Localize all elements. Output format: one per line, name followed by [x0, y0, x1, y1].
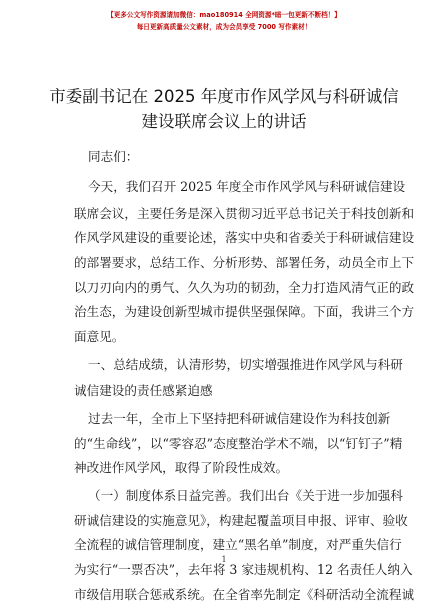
promo-banner-line-1: 【更多公文写作资源请加微信：mao180914 全网资源*暗一包更新不断档！】 — [107, 11, 341, 19]
section-heading-line-1: 一、总结成绩，认清形势，切实增强推进作风学风与科研 — [88, 357, 403, 372]
body-line: 作风学风建设的重要论述，落实中央和省委关于科研诚信建设 — [74, 230, 415, 245]
body-line: 今天，我们召开 2025 年度全市作风学风与科研诚信建设 — [88, 179, 406, 194]
body-line: 的“生命线”，以“零容忍”态度整治学术不端，以“钉钉子”精 — [74, 436, 403, 451]
body-line: 过去一年，全市上下坚持把科研诚信建设作为科技创新 — [88, 411, 391, 426]
body-line: 治生态，为建设创新型城市提供坚强保障。下面，我讲三个方 — [74, 304, 415, 319]
body-line: （一）制度体系日益完善。我们出台《关于进一步加强科 — [88, 488, 403, 503]
page-number: 1 — [221, 555, 227, 564]
document-title-line-2: 建设联席会议上的讲话 — [141, 112, 307, 131]
body-line: 面意见。 — [74, 329, 125, 344]
body-line: 研诚信建设的实施意见》，构建起覆盖项目申报、评审、验收 — [74, 513, 408, 528]
section-heading-line-2: 诚信建设的责任感紧迫感 — [74, 383, 213, 398]
body-line: 为实行“一票否决”，去年将 3 家违规机构、12 名责任人纳入 — [74, 562, 413, 577]
body-line: 神改进作风学风，取得了阶段性成效。 — [74, 460, 289, 475]
body-line: 的部署要求，总结工作、分析形势、部署任务，动员全市上下 — [74, 255, 415, 270]
body-line: 市级信用联合惩戒系统。在全省率先制定《科研活动全流程诚 — [74, 587, 415, 602]
body-line: 联席会议，主要任务是深入贯彻习近平总书记关于科技创新和 — [74, 206, 415, 221]
document-title-line-1: 市委副书记在 2025 年度市作风学风与科研诚信 — [49, 87, 399, 106]
body-line: 以刀刃向内的勇气、久久为功的韧劲，全力打造风清气正的政 — [74, 280, 415, 295]
salutation: 同志们： — [88, 149, 139, 164]
promo-banner-line-2: 每日更新高质量公文素材，成为会员享受 7000 写作素材！ — [136, 23, 312, 31]
body-line: 全流程的诚信管理制度，建立“黑名单”制度，对严重失信行 — [74, 537, 402, 552]
